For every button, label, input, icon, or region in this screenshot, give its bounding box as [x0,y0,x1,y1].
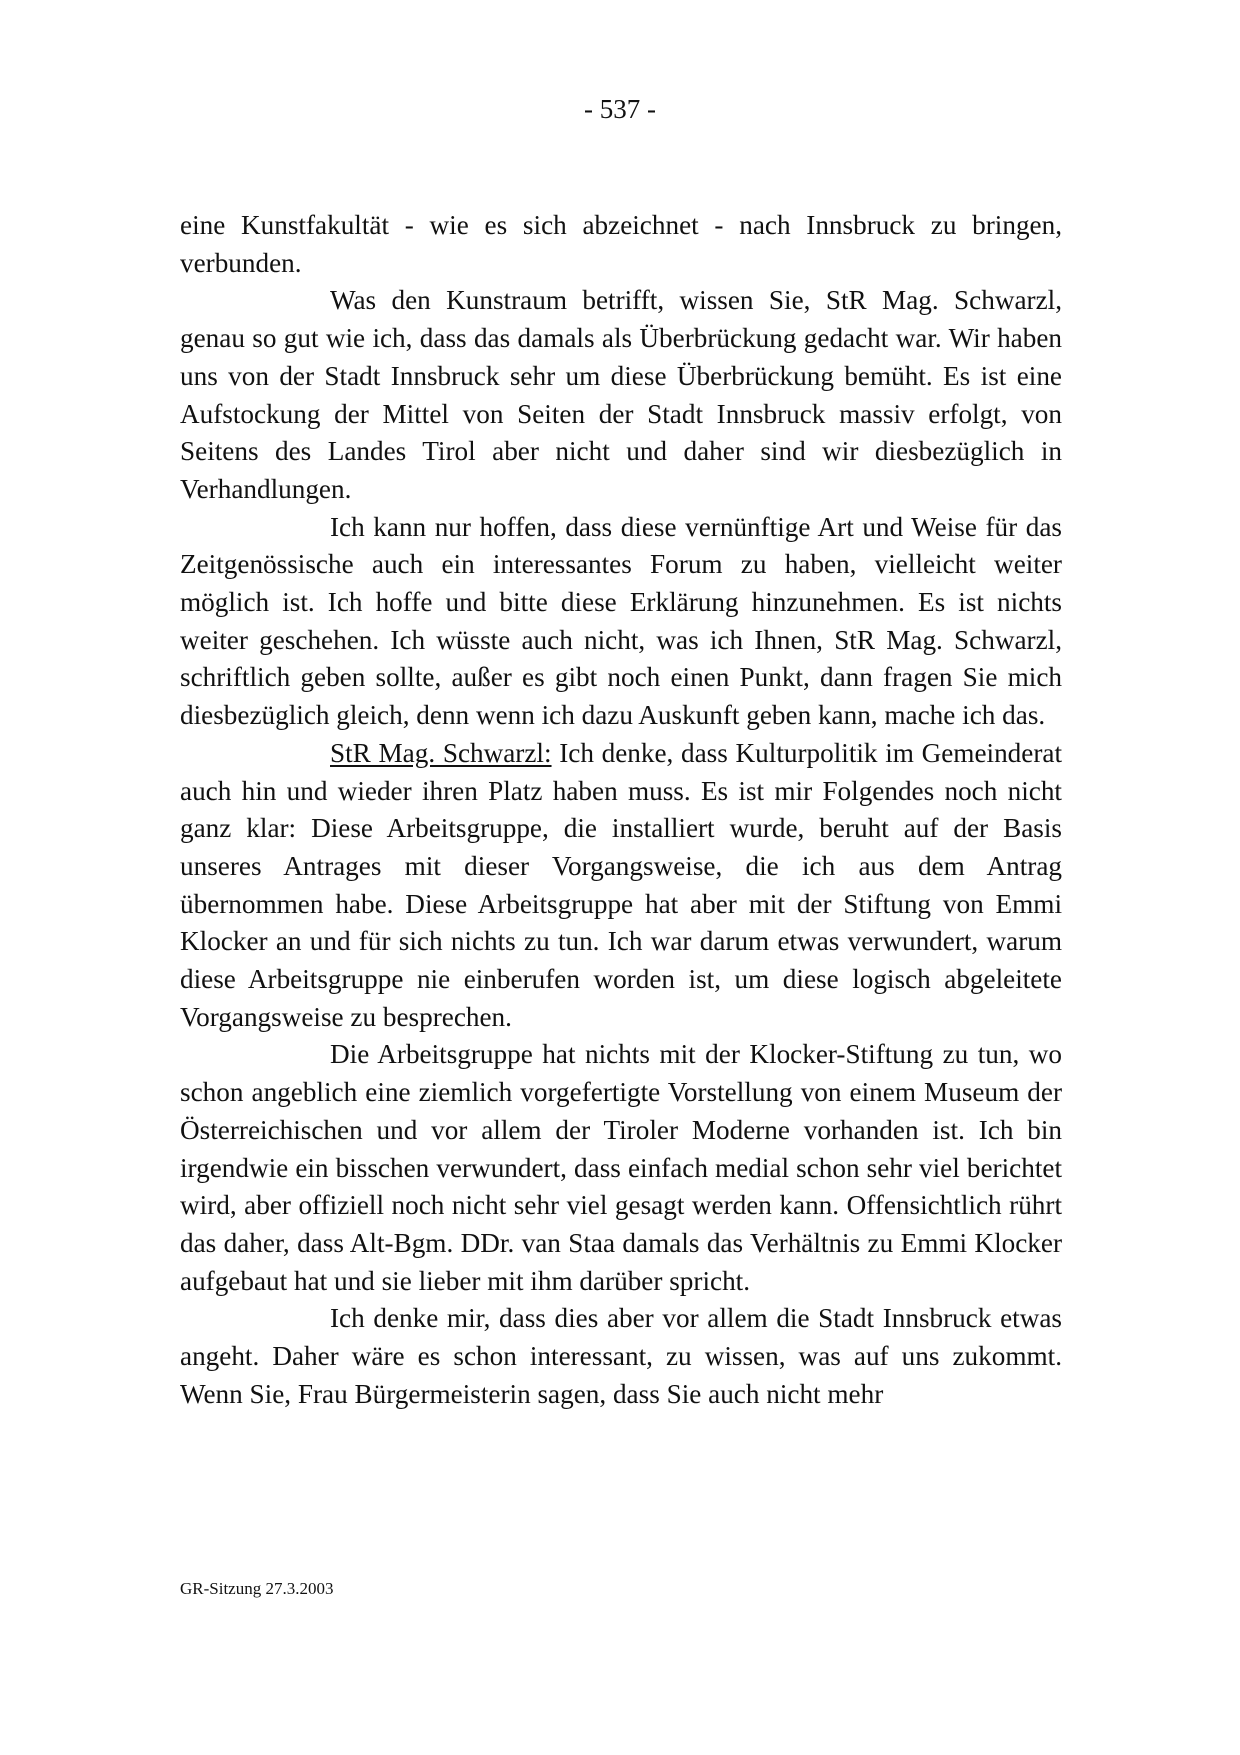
paragraph-6: Ich denke mir, dass dies aber vor allem die Stadt Innsbruck etwas angeht. Daher wäre es schon interessant, zu wissen, was auf uns zukommt. Wenn Sie, Frau Bürgermeisterin sagen, dass Sie auch nicht mehr [180,1303,1062,1409]
paragraph-4 [180,735,1062,1037]
speaker-name: StR Mag. Schwarzl: [330,737,552,768]
paragraph-2: Was den Kunstraum betrifft, wissen Sie, StR Mag. Schwarzl, genau so gut wie ich, dass das damals als Überbrückung gedacht war. Wir haben uns von der Stadt Innsbruck sehr um diese Überbrückung bemüht. Es ist eine Aufstockung der Mittel von Seiten der Stadt Innsbruck massiv erfolgt, von Seitens des Landes Tirol aber nicht und daher sind wir diesbezüglich in Verhandlungen. [180,285,1062,504]
document-body [180,207,1062,1414]
page-footer: GR-Sitzung 27.3.2003 [180,1579,334,1598]
paragraph-5: Die Arbeitsgruppe hat nichts mit der Klocker-Stiftung zu tun, wo schon angeblich eine ziemlich vorgefertigte Vorstellung von einem Museum der Österreichischen und vor allem der Tiroler Moderne vorhanden ist. Ich bin irgendwie ein bisschen verwundert, dass einfach medial schon sehr viel berichtet wird, aber offiziell noch nicht sehr viel gesagt werden kann. Offensichtlich rührt das daher, dass Alt-Bgm. DDr. van Staa damals das Verhältnis zu Emmi Klocker aufgebaut hat und sie lieber mit ihm darüber spricht. [180,1039,1062,1296]
paragraph-1: eine Kunstfakultät - wie es sich abzeichnet - nach Innsbruck zu bringen, verbunden. [180,210,1062,278]
paragraph-3: Ich kann nur hoffen, dass diese vernünftige Art und Weise für das Zeitgenössische auch ein interessantes Forum zu haben, vielleicht weiter möglich ist. Ich hoffe und bitte diese Erklärung hinzunehmen. Es ist nichts weiter geschehen. Ich wüsste auch nicht, was ich Ihnen, StR Mag. Schwarzl, schriftlich geben sollte, außer es gibt noch einen Punkt, dann fragen Sie mich diesbezüglich gleich, denn wenn ich dazu Auskunft geben kann, mache ich das. [180,511,1062,731]
page-number: - 537 - [584,94,656,124]
speaker-statement: Ich denke, dass Kulturpolitik im Gemeinderat auch hin und wieder ihren Platz haben muss. Es ist mir Folgendes noch nicht ganz klar: Diese Arbeitsgruppe, die installiert wurde, beruht auf der Basis unseres Antrages mit dieser Vorgangsweise, die ich aus dem Antrag übernommen habe. Diese Arbeitsgruppe hat aber mit der Stiftung von Emmi Klocker an und für sich nichts zu tun. Ich war darum etwas verwundert, warum diese Arbeitsgruppe nie einberufen worden ist, um diese logisch abgeleitete Vorgangsweise zu besprechen. [180,737,1062,1032]
